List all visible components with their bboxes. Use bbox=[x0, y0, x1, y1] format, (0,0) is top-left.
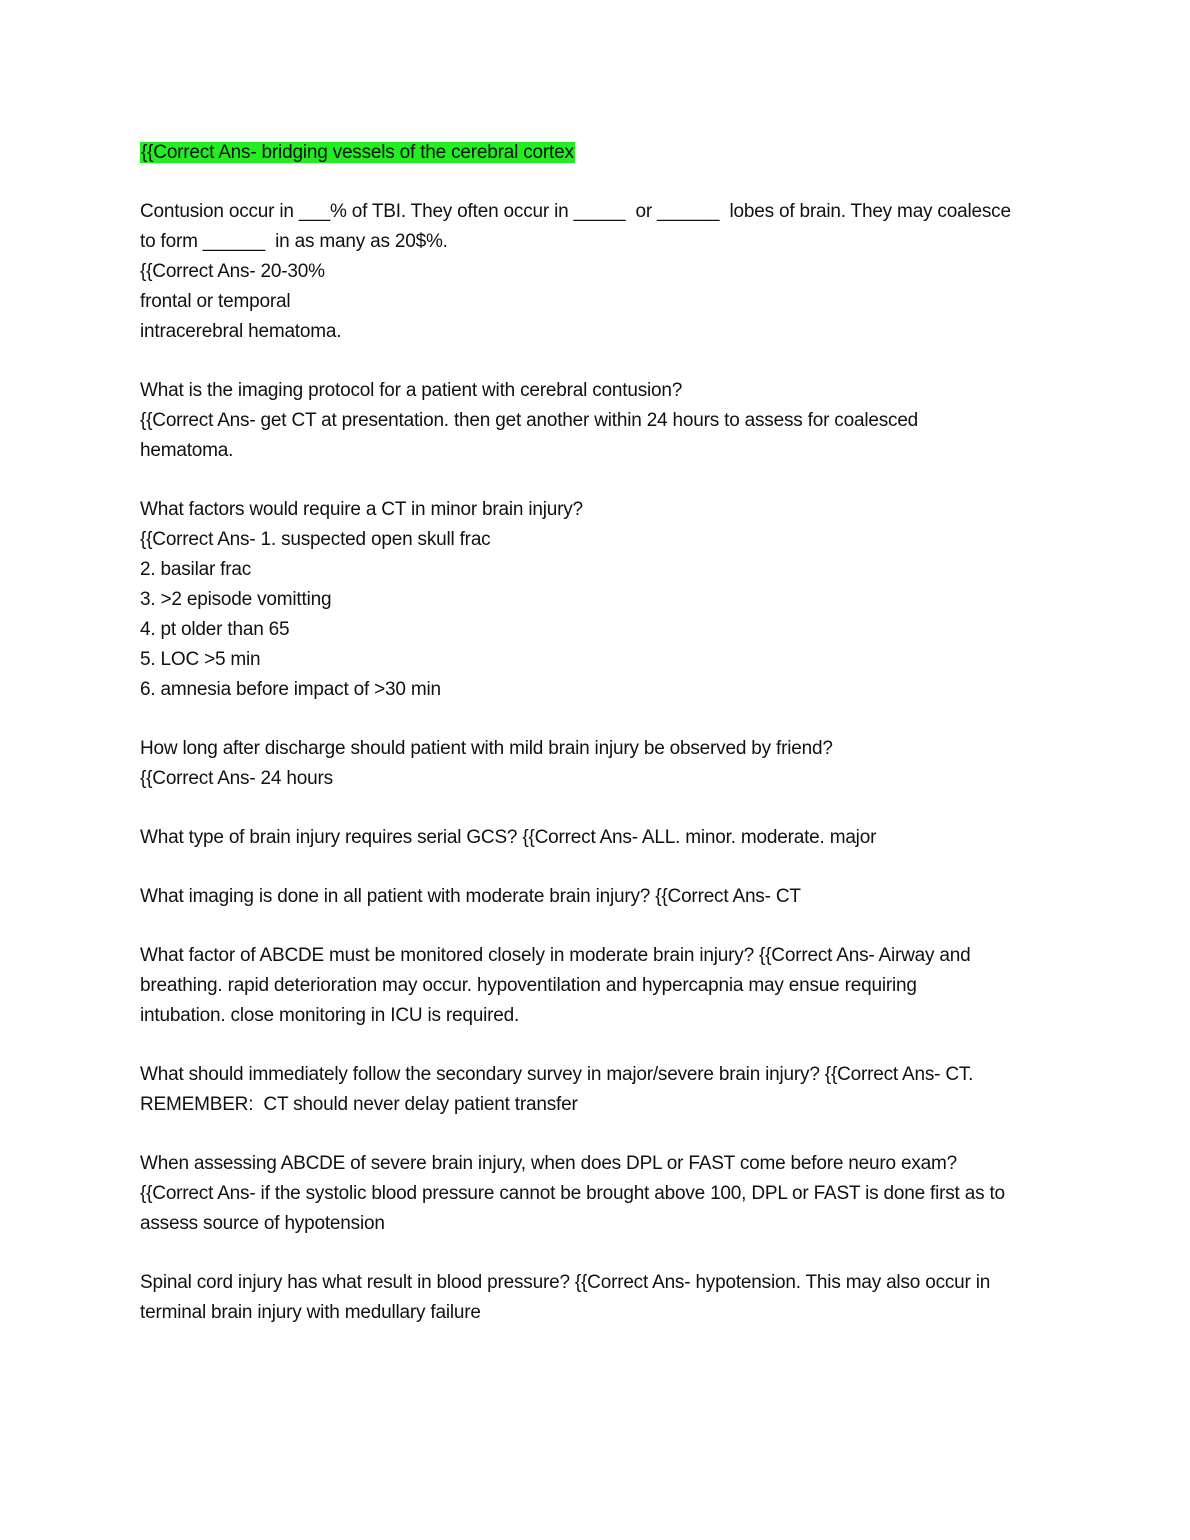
qa-block bbox=[140, 495, 1050, 705]
text-line: REMEMBER: CT should never delay patient transfer bbox=[140, 1094, 578, 1115]
qa-block bbox=[140, 376, 1050, 466]
text-line: {{Correct Ans- if the systolic blood pressure cannot be brought above 100, DPL or FAST is done first as to bbox=[140, 1183, 1005, 1204]
document-page bbox=[140, 138, 1050, 1328]
text-line: to form ______ in as many as 20$%. bbox=[140, 231, 448, 252]
text-line: {{Correct Ans- 1. suspected open skull frac bbox=[140, 529, 491, 550]
text-line: {{Correct Ans- 20-30% bbox=[140, 261, 325, 282]
highlighted-answer: {{Correct Ans- bridging vessels of the cerebral cortex bbox=[141, 142, 574, 163]
qa-block bbox=[140, 197, 1050, 347]
text-line: What should immediately follow the secondary survey in major/severe brain injury? {{Correct Ans- CT. bbox=[140, 1064, 974, 1085]
paragraph-gap bbox=[140, 1031, 1050, 1060]
paragraph-gap bbox=[140, 347, 1050, 376]
text-line: Spinal cord injury has what result in blood pressure? {{Correct Ans- hypotension. This may also occur in bbox=[140, 1272, 991, 1293]
text-line: 3. >2 episode vomitting bbox=[140, 589, 332, 610]
paragraph-gap bbox=[140, 853, 1050, 882]
qa-block bbox=[140, 823, 1050, 853]
text-line: What factor of ABCDE must be monitored closely in moderate brain injury? {{Correct Ans- Airway and bbox=[140, 945, 971, 966]
paragraph-gap bbox=[140, 466, 1050, 495]
text-line: 2. basilar frac bbox=[140, 559, 252, 580]
text-line: {{Correct Ans- get CT at presentation. then get another within 24 hours to assess for coalesced bbox=[140, 410, 919, 431]
qa-block bbox=[140, 1149, 1050, 1239]
qa-block bbox=[140, 941, 1050, 1031]
text-line: What factors would require a CT in minor brain injury? bbox=[140, 499, 583, 520]
text-line: intubation. close monitoring in ICU is required. bbox=[140, 1005, 520, 1026]
text-line: When assessing ABCDE of severe brain injury, when does DPL or FAST come before neuro exam? bbox=[140, 1153, 958, 1174]
text-line: {{Correct Ans- 24 hours bbox=[140, 768, 333, 789]
text-line: frontal or temporal bbox=[140, 291, 291, 312]
paragraph-gap bbox=[140, 1239, 1050, 1268]
text-line: 4. pt older than 65 bbox=[140, 619, 290, 640]
text-line: 6. amnesia before impact of >30 min bbox=[140, 679, 441, 700]
text-line: How long after discharge should patient with mild brain injury be observed by friend? bbox=[140, 738, 833, 759]
text-line: What imaging is done in all patient with moderate brain injury? {{Correct Ans- CT bbox=[140, 886, 801, 907]
text-line: terminal brain injury with medullary failure bbox=[140, 1302, 481, 1323]
paragraph-gap bbox=[140, 1120, 1050, 1149]
text-line: breathing. rapid deterioration may occur. hypoventilation and hypercapnia may ensue requiring bbox=[140, 975, 917, 996]
paragraph-gap bbox=[140, 794, 1050, 823]
text-line: What is the imaging protocol for a patient with cerebral contusion? bbox=[140, 380, 683, 401]
qa-block bbox=[140, 1268, 1050, 1328]
text-line: hematoma. bbox=[140, 440, 234, 461]
text-line: Contusion occur in ___% of TBI. They often occur in _____ or ______ lobes of brain. They may coalesce bbox=[140, 201, 1011, 222]
qa-block bbox=[140, 734, 1050, 794]
text-line bbox=[140, 138, 1050, 168]
text-line: 5. LOC >5 min bbox=[140, 649, 261, 670]
qa-block bbox=[140, 882, 1050, 912]
text-line: intracerebral hematoma. bbox=[140, 321, 342, 342]
paragraph-gap bbox=[140, 168, 1050, 197]
qa-block bbox=[140, 138, 1050, 168]
paragraph-gap bbox=[140, 912, 1050, 941]
paragraph-gap bbox=[140, 705, 1050, 734]
text-line: What type of brain injury requires serial GCS? {{Correct Ans- ALL. minor. moderate. major bbox=[140, 827, 877, 848]
qa-block bbox=[140, 1060, 1050, 1120]
text-line: assess source of hypotension bbox=[140, 1213, 385, 1234]
